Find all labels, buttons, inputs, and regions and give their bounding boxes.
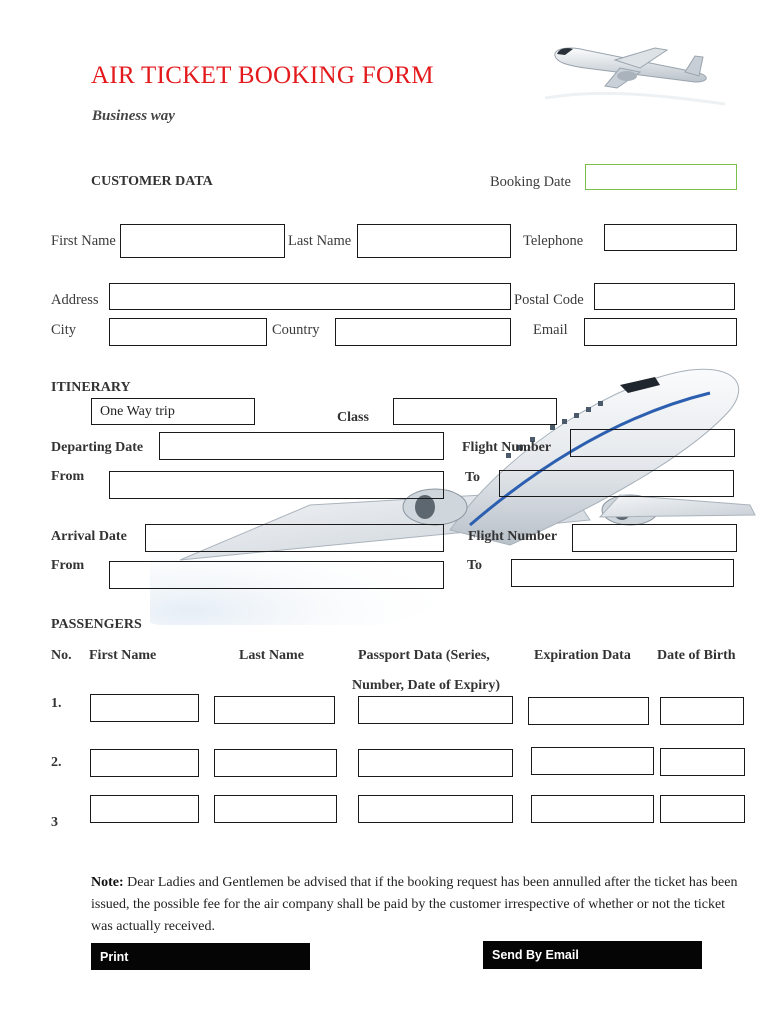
col-no-header: No. — [51, 648, 72, 663]
country-input[interactable] — [335, 318, 511, 346]
departing-date-label: Departing Date — [51, 440, 144, 455]
col-first-name-header: First Name — [89, 648, 157, 663]
passenger-3-first-name-input[interactable] — [90, 795, 199, 823]
country-label: Country — [272, 322, 320, 338]
col-last-name-header: Last Name — [239, 648, 304, 663]
last-name-label: Last Name — [288, 233, 352, 249]
itinerary-heading: ITINERARY — [51, 380, 131, 395]
passenger-3-last-name-input[interactable] — [214, 795, 337, 823]
header-airplane-illustration — [545, 38, 725, 110]
arrival-date-input[interactable] — [145, 524, 444, 552]
passenger-3-dob-input[interactable] — [660, 795, 745, 823]
print-button[interactable]: Print — [91, 943, 310, 970]
booking-date-input[interactable] — [585, 164, 737, 190]
customer-data-heading: CUSTOMER DATA — [91, 174, 213, 189]
passenger-2-first-name-input[interactable] — [90, 749, 199, 777]
telephone-input[interactable] — [604, 224, 737, 251]
to-input[interactable] — [499, 470, 734, 497]
to-label: To — [465, 470, 481, 485]
passenger-1-dob-input[interactable] — [660, 697, 744, 725]
arrival-date-label: Arrival Date — [51, 529, 127, 544]
return-from-input[interactable] — [109, 561, 444, 589]
passenger-3-passport-input[interactable] — [358, 795, 513, 823]
return-flight-number-input[interactable] — [572, 524, 737, 552]
send-by-email-button[interactable]: Send By Email — [483, 941, 702, 969]
from-input[interactable] — [109, 471, 444, 499]
flight-number-input[interactable] — [570, 429, 735, 457]
return-from-label: From — [51, 558, 85, 573]
class-input[interactable] — [393, 398, 557, 425]
first-name-input[interactable] — [120, 224, 285, 258]
passenger-2-last-name-input[interactable] — [214, 749, 337, 777]
return-flight-number-label: Flight Number — [468, 529, 558, 544]
city-input[interactable] — [109, 318, 267, 346]
col-dob-header: Date of Birth — [657, 648, 736, 663]
return-to-label: To — [467, 558, 483, 573]
passenger-2-dob-input[interactable] — [660, 748, 745, 776]
col-expiration-header: Expiration Data — [534, 648, 631, 663]
note-prefix: Note: — [91, 875, 124, 890]
passenger-2-passport-input[interactable] — [358, 749, 513, 777]
passenger-1-last-name-input[interactable] — [214, 696, 335, 724]
passenger-1-passport-input[interactable] — [358, 696, 513, 724]
flight-number-label: Flight Number — [462, 440, 552, 455]
postal-code-input[interactable] — [594, 283, 735, 310]
first-name-label: First Name — [51, 233, 116, 249]
address-label: Address — [51, 292, 99, 308]
passenger-2-expiration-input[interactable] — [531, 747, 654, 775]
from-label: From — [51, 469, 85, 484]
note-text: Dear Ladies and Gentlemen be advised that if the booking request has been annulled after the ticket has been issued, the possible fee for the air company shall be paid by the customer irrespective of whether or not the ticket was actually received. — [91, 875, 738, 934]
trip-type-value: One Way trip — [100, 404, 175, 419]
departing-date-input[interactable] — [159, 432, 444, 460]
passenger-row-number: 2. — [51, 755, 62, 770]
booking-date-label: Booking Date — [490, 174, 571, 190]
address-input[interactable] — [109, 283, 511, 310]
passenger-1-expiration-input[interactable] — [528, 697, 649, 725]
email-label: Email — [533, 322, 568, 338]
email-input[interactable] — [584, 318, 737, 346]
class-label: Class — [337, 410, 369, 425]
passenger-row-number: 3 — [51, 815, 58, 830]
form-subtitle: Business way — [92, 108, 175, 124]
trip-type-field[interactable] — [91, 398, 255, 425]
booking-note — [91, 872, 739, 938]
passenger-1-first-name-input[interactable] — [90, 694, 199, 722]
col-passport-header-line2: Number, Date of Expiry) — [352, 678, 501, 693]
passenger-row-number: 1. — [51, 696, 62, 711]
form-title: AIR TICKET BOOKING FORM — [91, 62, 434, 89]
passenger-3-expiration-input[interactable] — [531, 795, 654, 823]
city-label: City — [51, 322, 76, 338]
last-name-input[interactable] — [357, 224, 511, 258]
postal-code-label: Postal Code — [514, 292, 584, 308]
passengers-heading: PASSENGERS — [51, 617, 142, 632]
telephone-label: Telephone — [523, 233, 584, 249]
col-passport-header-line1: Passport Data (Series, — [358, 648, 490, 663]
return-to-input[interactable] — [511, 559, 734, 587]
